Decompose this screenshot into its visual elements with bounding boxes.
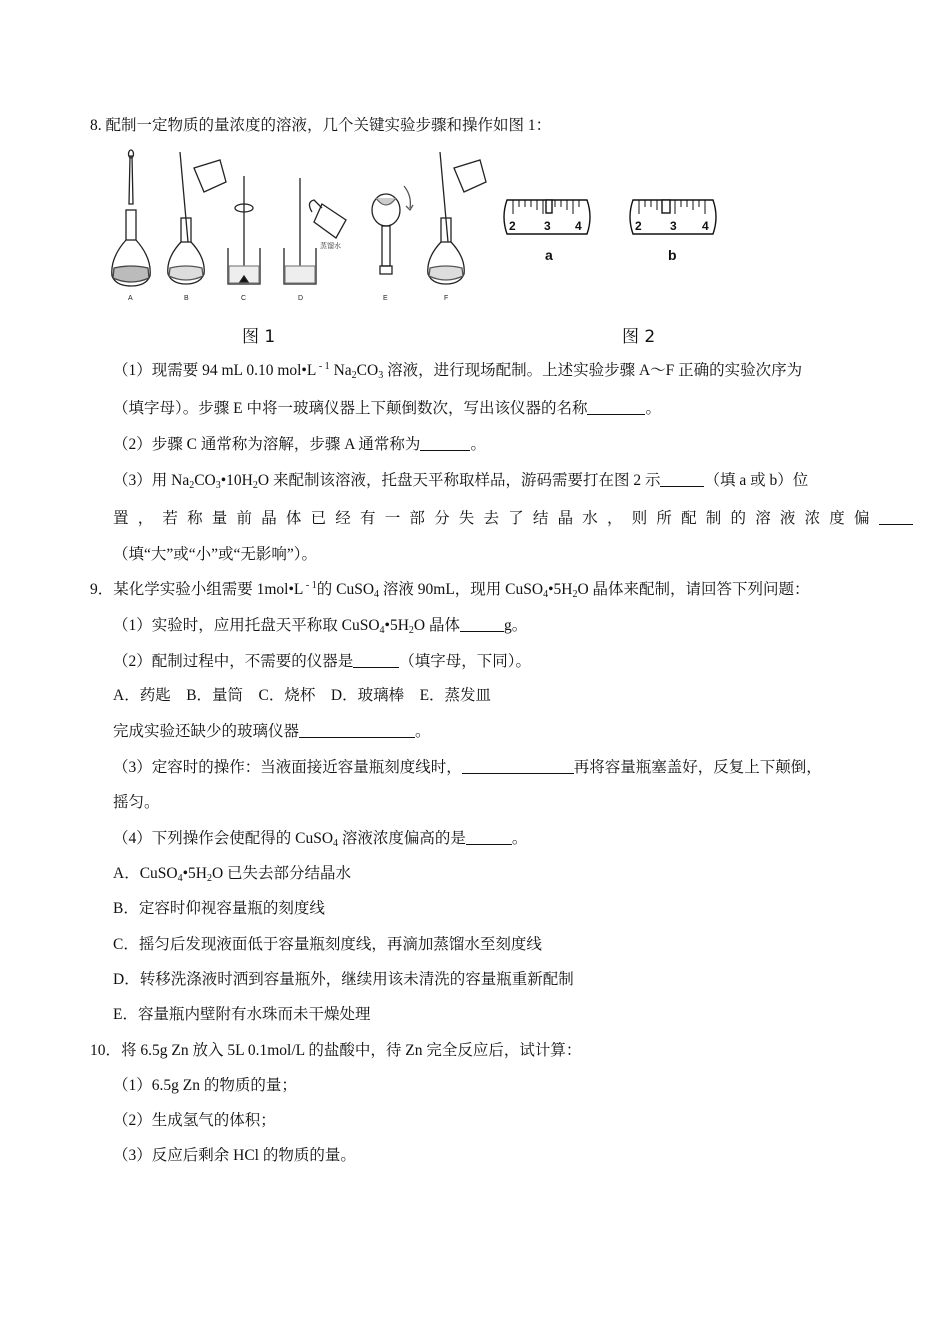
- q8-part1-line1: （1）现需要 94 mL 0.10 mol•L $^{- 1}$ $Na_2CO_3$ 溶液，进行现场配制。上述实验步骤 A～F 正确的实验次序为: [113, 361, 803, 381]
- q9-part4: （4）下列操作会使配得的 CuSO$_4$ 溶液浓度偏高的是 。: [113, 830, 528, 849]
- q9-part2-options: A．药匙 B．量筒 C．烧杯 D．玻璃棒 E．蒸发皿: [113, 687, 492, 704]
- fig1-label-c: C: [241, 295, 247, 302]
- answer-blank[interactable]: [353, 651, 399, 668]
- q9-option-d: D．转移洗涤液时洒到容量瓶外，继续用该未清洗的容量瓶重新配制: [113, 971, 574, 988]
- apparatus-e-invert-flask: [372, 186, 413, 274]
- ruler-a-tick-2: 2: [509, 219, 516, 233]
- fig1-label-b: B: [184, 295, 189, 302]
- q9-option-a: A．$CuSO_4•5H_2O$ 已失去部分结晶水: [113, 865, 352, 884]
- apparatus-c-beaker-stir: [228, 176, 260, 284]
- answer-blank[interactable]: [466, 828, 512, 845]
- ruler-b-tick-2: 2: [635, 219, 642, 233]
- q9-part2-missing: 完成实验还缺少的玻璃仪器 。: [113, 723, 431, 740]
- answer-blank[interactable]: [462, 757, 574, 774]
- fig1-label-f: F: [444, 295, 449, 302]
- answer-blank[interactable]: [879, 508, 913, 525]
- fig1-label-e: E: [383, 295, 388, 302]
- ruler-a-tick-4: 4: [575, 219, 582, 233]
- q9-option-b: B．定容时仰视容量瓶的刻度线: [113, 900, 325, 917]
- q10-part1: （1）6.5g Zn 的物质的量；: [113, 1077, 297, 1094]
- answer-blank[interactable]: [299, 721, 415, 738]
- ruler-label-a: a: [545, 247, 553, 263]
- wash-bottle-label: 蒸馏水: [320, 243, 341, 250]
- q8-part3-line2: 置，若称量前晶体已经有一部分失去了结晶水，则所配制的溶液浓度偏: [113, 508, 913, 529]
- q8-stem: 8. 配制一定物质的量浓度的溶液，几个关键实验步骤和操作如图 1：: [90, 117, 552, 134]
- answer-blank[interactable]: [420, 434, 470, 451]
- q8-part2: （2）步骤 C 通常称为溶解，步骤 A 通常称为 。: [113, 436, 486, 453]
- q9-part1: （1）实验时，应用托盘天平称取 $CuSO_4•5H_2O$ 晶体 g。: [113, 617, 528, 636]
- fig1-label-a: A: [128, 295, 133, 302]
- figure-2-rulers: [503, 192, 723, 272]
- q9-option-e: E．容量瓶内壁附有水珠而未干燥处理: [113, 1006, 371, 1023]
- q10-part2: （2）生成氢气的体积；: [113, 1112, 276, 1129]
- apparatus-b-transfer-flask: [168, 152, 226, 284]
- q9-part3-line2: 摇匀。: [113, 794, 160, 811]
- ruler-b-tick-4: 4: [702, 219, 709, 233]
- figure-2-caption: 图 2: [622, 327, 656, 347]
- apparatus-f-transfer-flask: [428, 152, 486, 284]
- q9-part2: （2）配制过程中，不需要的仪器是 （填字母，下同）。: [113, 653, 532, 670]
- answer-blank[interactable]: [587, 398, 645, 415]
- q8-part3-line1: （3）用 $Na_2CO_3•10H_2O$ 来配制该溶液，托盘天平称取样品，游码需要打在图 2 示 （填 a 或 b）位: [113, 472, 809, 491]
- answer-blank[interactable]: [660, 470, 704, 487]
- answer-blank[interactable]: [460, 615, 504, 632]
- ruler-a-tick-3: 3: [544, 219, 551, 233]
- figure-1-caption: 图 1: [242, 327, 276, 347]
- q10-stem: 10．将 6.5g Zn 放入 5L 0.1mol/L 的盐酸中，待 Zn 完全反应后，试计算：: [90, 1042, 582, 1059]
- q9-option-c: C．摇匀后发现液面低于容量瓶刻度线，再滴加蒸馏水至刻度线: [113, 936, 542, 953]
- ruler-label-b: b: [668, 247, 677, 263]
- ruler-b-tick-3: 3: [670, 219, 677, 233]
- figure-1-apparatus: [108, 148, 508, 308]
- q9-stem: 9．某化学实验小组需要 1mol•L $^{- 1}$的 CuSO$_4$ 溶液 90mL，现用 $CuSO_4•5H_2O$ 晶体来配制，请回答下列问题：: [90, 580, 810, 600]
- fig1-label-d: D: [298, 295, 304, 302]
- q9-part3-line1: （3）定容时的操作：当液面接近容量瓶刻度线时， 再将容量瓶塞盖好，反复上下颠倒，: [113, 759, 822, 776]
- apparatus-a-dropper-flask: [112, 150, 150, 286]
- q8-part1-line2: （填字母）。步骤 E 中将一玻璃仪器上下颠倒数次，写出该仪器的名称 。: [113, 400, 661, 417]
- apparatus-d-beaker-wash: [284, 178, 346, 284]
- q8-part3-line3: （填“大”或“小”或“无影响”）。: [113, 546, 318, 563]
- q10-part3: （3）反应后剩余 HCl 的物质的量。: [113, 1147, 356, 1164]
